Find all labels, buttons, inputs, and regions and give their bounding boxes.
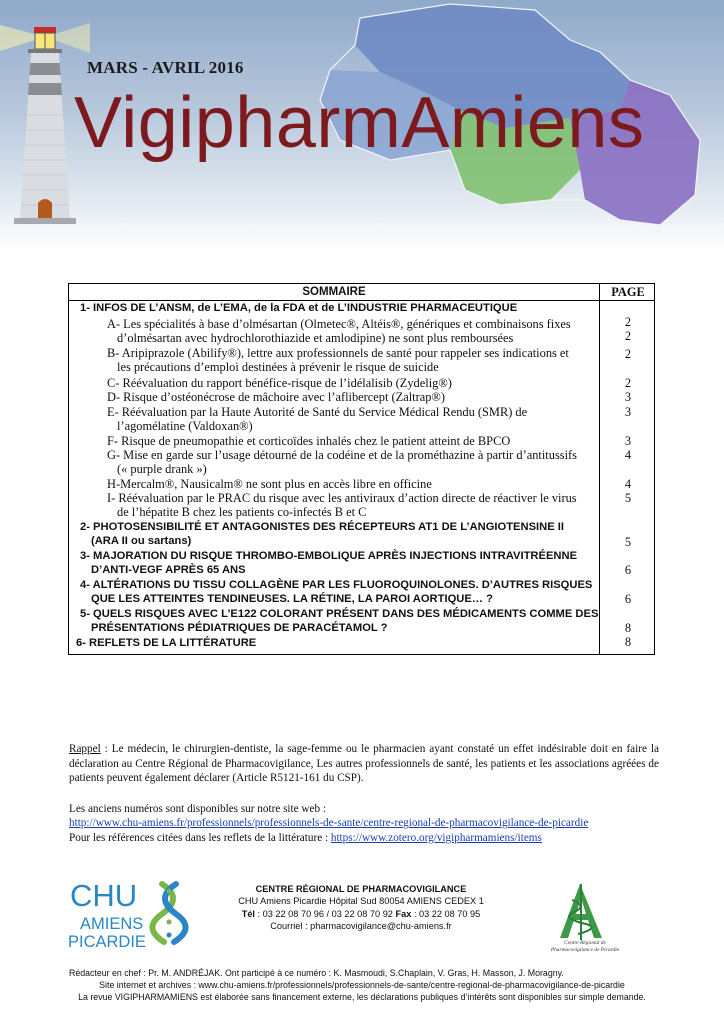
center-address: CHU Amiens Picardie Hôpital Sud 80054 AMIENS CEDEX 1 bbox=[238, 896, 484, 907]
credits-website: Site internet et archives : www.chu-amiens.fr/professionnels/professionnels-de-sante/centre-regional-de-pharmacovigilance-de-picardie bbox=[99, 980, 625, 990]
toc-item: les précautions d’emploi destinées à prévenir le risque de suicide bbox=[117, 360, 439, 374]
fax-value: : 03 22 08 70 95 bbox=[411, 908, 481, 919]
toc-page-number: 3 bbox=[624, 434, 632, 448]
toc-section-title: (ARA II ou sartans) bbox=[91, 535, 192, 547]
toc-page-number: 4 bbox=[624, 477, 632, 491]
toc-page-number: 3 bbox=[624, 405, 632, 419]
rappel-notice bbox=[69, 742, 659, 786]
toc-page-number: 2 bbox=[624, 315, 632, 329]
toc-page-number: 5 bbox=[624, 491, 632, 505]
toc-item: E- Réévaluation par la Haute Autorité de Santé du Service Médical Rendu (SMR) de bbox=[107, 405, 528, 419]
toc-item: H-Mercalm®, Nausicalm® ne sont plus en accès libre en officine bbox=[107, 477, 432, 491]
center-email[interactable]: Courriel : pharmacovigilance@chu-amiens.fr bbox=[270, 920, 452, 931]
credits-editor: Rédacteur en chef : Pr. M. ANDRÉJAK. Ont participé à ce numéro : K. Masmoudi, S.Chaplain, V. Gras, H. Masson, J. Moragny. bbox=[69, 968, 564, 978]
caduceus-icon bbox=[560, 884, 602, 940]
toc-item: F- Risque de pneumopathie et corticoïdes inhalés chez le patient atteint de BPCO bbox=[107, 434, 511, 448]
toc-item: (« purple drank ») bbox=[117, 462, 207, 476]
issue-date: MARS - AVRIL 2016 bbox=[87, 58, 244, 77]
tel-value: : 03 22 08 70 96 / 03 22 08 70 92 bbox=[254, 908, 396, 919]
pharmacovigilance-center-contact bbox=[206, 883, 516, 932]
toc-section-title: QUE LES ATTEINTES TENDINEUSES. LA RÉTINE, LA PAROI AORTIQUE… ? bbox=[91, 593, 493, 605]
toc-item: l’agomélatine (Valdoxan®) bbox=[117, 419, 253, 433]
toc-item: C- Réévaluation du rapport bénéfice-risque de l’idélalisib (Zydelig®) bbox=[107, 376, 452, 390]
toc-page-number: 3 bbox=[624, 390, 632, 404]
toc-page-number: 5 bbox=[624, 535, 632, 549]
header-banner bbox=[0, 0, 724, 250]
toc-page-number: 8 bbox=[624, 621, 632, 635]
toc-item: d’olmésartan avec hydrochlorothiazide et amlodipine) ne sont plus remboursées bbox=[117, 331, 514, 345]
site-archive-link[interactable]: http://www.chu-amiens.fr/professionnels/professionnels-de-sante/centre-regional-de-pharmacovigilance-de-picardie bbox=[69, 817, 589, 830]
toc-page-number: 2 bbox=[624, 347, 632, 361]
toc-section-title: D’ANTI-VEGF APRÈS 65 ANS bbox=[91, 564, 246, 576]
archive-links bbox=[69, 802, 669, 845]
chu-logo-picardie: PICARDIE bbox=[68, 933, 146, 951]
toc-header-page: PAGE bbox=[611, 285, 645, 299]
tel-label: Tél bbox=[241, 908, 255, 919]
toc-page-number: 4 bbox=[624, 448, 632, 462]
toc-item: I- Réévaluation par le PRAC du risque avec les antiviraux d’action directe de réactiver le virus bbox=[107, 491, 577, 505]
toc-section-title: 1- INFOS DE L’ANSM, de L’EMA, de la FDA et de L’INDUSTRIE PHARMACEUTIQUE bbox=[80, 302, 518, 314]
toc-page-number: 2 bbox=[624, 376, 632, 390]
center-title: CENTRE RÉGIONAL DE PHARMACOVIGILANCE bbox=[255, 884, 467, 894]
credits bbox=[0, 967, 724, 1003]
toc-section-title: 4- ALTÉRATIONS DU TISSU COLLAGÈNE PAR LES FLUOROQUINOLONES. D’AUTRES RISQUES bbox=[80, 579, 593, 591]
toc-page-number: 8 bbox=[624, 635, 632, 649]
archive-intro: Les anciens numéros sont disponibles sur notre site web : bbox=[69, 803, 326, 815]
zotero-link[interactable]: https://www.zotero.org/vigipharmamiens/items bbox=[330, 831, 542, 844]
toc-item: B- Aripiprazole (Abilify®), lettre aux professionnels de santé pour rappeler ses indications et bbox=[107, 346, 569, 360]
table-of-contents bbox=[68, 283, 655, 655]
toc-page-number: 6 bbox=[624, 563, 632, 577]
toc-item: A- Les spécialités à base d’olmésartan (Olmetec®, Altéis®, génériques et combinaisons fixes bbox=[107, 317, 571, 331]
fax-label: Fax bbox=[395, 908, 412, 919]
toc-item: D- Risque d’ostéonécrose de mâchoire avec l’aflibercept (Zaltrap®) bbox=[107, 390, 445, 404]
crpv-logo-caption: Centre Régional de Pharmacovigilance de Picardie bbox=[550, 940, 620, 953]
toc-section-title: 2- PHOTOSENSIBILITÉ ET ANTAGONISTES DES RÉCEPTEURS AT1 DE L’ANGIOTENSINE II bbox=[80, 521, 565, 533]
publication-title: VigipharmAmiens bbox=[74, 83, 645, 163]
credits-funding: La revue VIGIPHARMAMIENS est élaborée sans financement externe, les déclarations publiques d’intérêts sont disponibles sur simple demande. bbox=[78, 992, 646, 1002]
references-text: Pour les références citées dans les reflets de la littérature : bbox=[69, 831, 331, 844]
toc-item: de l’hépatite B chez les patients co-infectés B et C bbox=[117, 505, 367, 519]
toc-section-title: 5- QUELS RISQUES AVEC L’E122 COLORANT PRÉSENT DANS DES MÉDICAMENTS COMME DES bbox=[80, 608, 599, 620]
toc-page-number: 6 bbox=[624, 592, 632, 606]
toc-item: G- Mise en garde sur l’usage détourné de la codéine et de la prométhazine à partir d’antitussifs bbox=[107, 448, 577, 462]
chu-logo-text: CHU bbox=[70, 878, 138, 913]
chu-amiens-logo bbox=[66, 876, 196, 952]
chu-logo-amiens: AMIENS bbox=[80, 915, 144, 933]
toc-header-sommaire: SOMMAIRE bbox=[302, 286, 366, 298]
toc-section-title: 3- MAJORATION DU RISQUE THROMBO-EMBOLIQUE APRÈS INJECTIONS INTRAVITRÉENNE bbox=[80, 550, 578, 562]
toc-section-title: 6- REFLETS DE LA LITTÉRATURE bbox=[76, 637, 257, 649]
toc-section-title: PRÉSENTATIONS PÉDIATRIQUES DE PARACÉTAMOL ? bbox=[91, 622, 388, 634]
toc-page-number: 2 bbox=[624, 329, 632, 343]
rappel-text: : Le médecin, le chirurgien-dentiste, la sage-femme ou le pharmacien ayant constaté un effet indésirable doit en faire la déclaration au Centre Régional de Pharmacovigilance, Les autres professionnels de santé, les patients et les associations agréées de patients peuvent également déclarer (Article R5121-161 du CSP). bbox=[69, 743, 659, 785]
rappel-label: Rappel bbox=[69, 743, 101, 755]
dna-helix-icon bbox=[152, 884, 185, 942]
